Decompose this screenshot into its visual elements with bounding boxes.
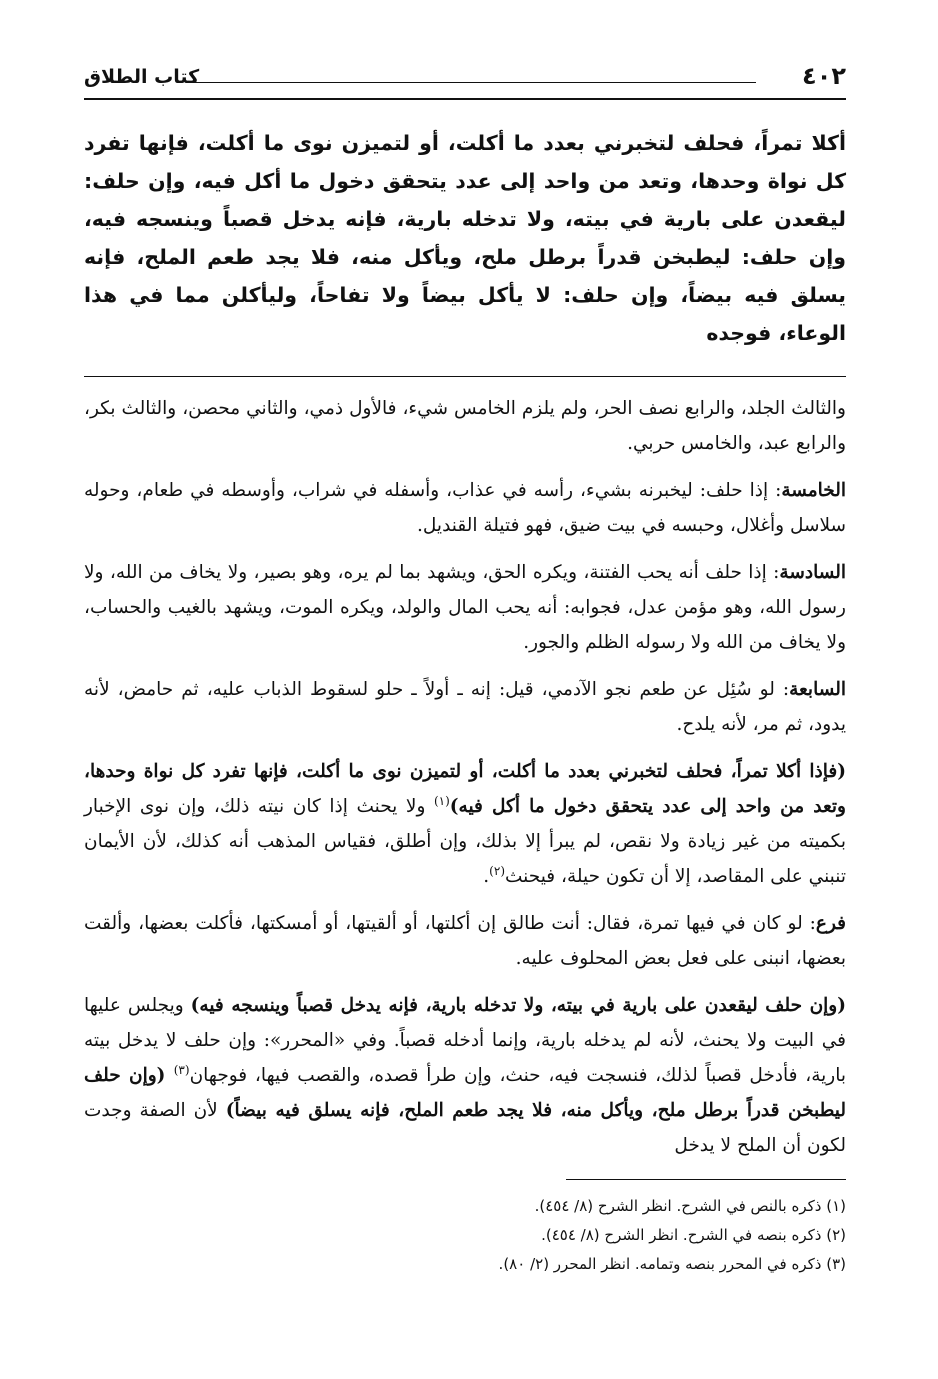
paragraph-heading: فرع [815,913,846,934]
footnote: (١) ذكره بالنص في الشرح. انظر الشرح (٨/ ٤٥٤). [534,1197,846,1215]
page-header [84,58,846,100]
book-page [84,58,846,1279]
footnote: (٢) ذكره بنصه في الشرح. انظر الشرح (٨/ ٤٥٤). [541,1226,846,1244]
header-rule [192,82,756,83]
quoted-matn: (فإذا أكلا تمراً، فحلف لتخبرني بعدد ما أكلت، أو لتميزن نوى ما أكلت، فإنها تفرد كل نواة وحدها، وتعد من واحد إلى عدد يتحقق دخول ما أكل فيه) [84,761,846,817]
paragraph-text: : لو كان في فيها تمرة، فقال: أنت طالق إن أكلتها، أو ألقيتها، أو أمسكتها، فأكلت بعضها، وألقت بعضها، انبنى على فعل بعض المحلوف عليه. [84,913,846,969]
commentary-paragraph [84,988,846,1163]
footnote-ref[interactable]: (٣) [173,1062,190,1077]
footnote: (٣) ذكره في المحرر بنصه وتمامه. انظر المحرر (٢/ ٨٠). [498,1255,846,1273]
page-number: ٤٠٢ [802,62,846,90]
paragraph-heading: السادسة [779,562,846,583]
paragraph-text: : لو سُئِل عن طعم نجو الآدمي، قيل: إنه ـ أولاً ـ حلو لسقوط الذباب عليه، ثم حامض، لأنه يدود، ثم مر، لأنه يلدح. [84,679,846,735]
paragraph-heading: السابعة [789,679,846,700]
running-title: كتاب الطلاق [84,66,200,88]
footnote-divider [566,1179,846,1180]
paragraph-end: . [483,866,490,887]
commentary-paragraph [84,473,846,543]
paragraph-text: : إذا حلف: ليخبرنه بشيء، رأسه في عذاب، وأسفله في شراب، وأوسطه في طعام، وحوله سلاسل وأغلال، وحبسه في بيت ضيق، فهو فتيلة القنديل. [84,480,846,536]
quoted-matn: (وإن حلف ليقعدن على بارية في بيته، ولا تدخله بارية، فإنه يدخل قصباً وينسجه فيه) [190,995,846,1016]
commentary-paragraph [84,391,846,461]
paragraph-text: والثالث الجلد، والرابع نصف الحر، ولم يلزم الخامس شيء، فالأول ذمي، والثاني محصن، والثالث بكر، والرابع عبد، والخامس حربي. [84,398,846,454]
commentary-paragraph [84,906,846,976]
footnote-ref[interactable]: (١) [433,793,450,808]
main-text: أكلا تمراً، فحلف لتخبرني بعدد ما أكلت، أو لتميزن نوى ما أكلت، فإنها تفرد كل نواة وحدها، وتعد من واحد إلى عدد يتحقق دخول ما أكل فيه، وإن حلف: ليقعدن على بارية في بيته، ولا تدخله بارية، فإنه يدخل قصباً وينسجه فيه، وإن حلف: ليطبخن قدراً برطل ملح، ويأكل منه، فلا يجد طعم الملح، فإنه يسلق فيه بيضاً، وإن حلف: لا يأكل بيضاً ولا تفاحاً، وليأكلن مما في هذا الوعاء، فوجده [84,131,846,345]
commentary [84,391,846,1163]
commentary-paragraph [84,754,846,894]
commentary-paragraph [84,555,846,660]
footnotes [84,1192,846,1279]
paragraph-text: ويجلس عليها في البيت ولا يحنث، لأنه لم يدخله بارية، وإنما أدخله قصباً. وفي «المحرر»: وإن حلف لا يدخل بيته بارية، فأدخل قصباً لذلك، فنسجت فيه، حنث، وإن طرأ قصده، والقصب فيها، فوجهان [84,995,846,1086]
paragraph-text: لأن الصفة وجدت لكون أن الملح لا يدخل [84,1100,846,1156]
paragraph-text: ولا يحنث إذا كان نيته ذلك، وإن نوى الإخبار بكميته من غير زيادة ولا نقص، لم يبرأ إلا بذلك، وإن أطلق، فقياس المذهب أنه كذلك، لأن الأيمان تنبني على المقاصد، إلا أن تكون حيلة، فيحنث [84,796,846,887]
quoted-matn: (وإن حلف ليطبخن قدراً برطل ملح، ويأكل منه، فلا يجد طعم الملح، فإنه يسلق فيه بيضاً) [84,1065,847,1121]
paragraph-text: : إذا حلف أنه يحب الفتنة، ويكره الحق، ويشهد بما لم يره، وهو بصير، ولا يخاف من الله، ولا رسول الله، وهو مؤمن عدل، فجوابه: أنه يحب المال والولد، ويكره الموت، ويشهد بالغيب والحساب، ولا يخاف من الله ولا رسوله الظلم والجور. [84,562,846,653]
section-divider [84,376,846,377]
commentary-paragraph [84,672,846,742]
paragraph-heading: الخامسة [781,480,846,501]
footnote-ref[interactable]: (٢) [489,863,505,878]
